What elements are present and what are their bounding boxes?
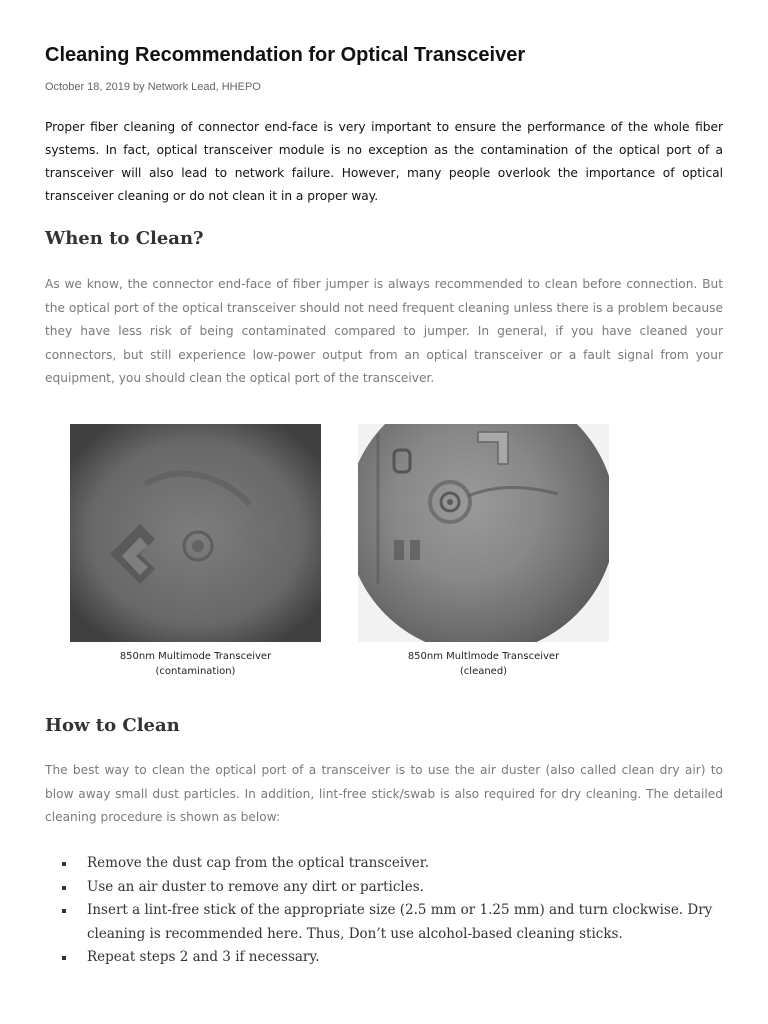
contaminated-port-image: [70, 424, 321, 642]
intro-paragraph: Proper fiber cleaning of connector end-face is very important to ensure the performance of the whole fiber systems. In fact, optical transceiver module is no exception as the contamination of the optical port of a transceiver will also lead to network failure. However, many people overlook the importance of optical transceiver cleaning or do not clean it in a proper way.: [45, 120, 723, 203]
caption-line: 850nm Multlmode Transceiver: [407, 651, 560, 662]
list-item: [62, 876, 722, 900]
article-title: Cleaning Recommendation for Optical Transceiver: [45, 44, 526, 66]
cleaning-steps-list: [62, 852, 722, 970]
figure-caption-cleaned: [358, 649, 609, 679]
bullet-icon: [62, 956, 66, 960]
contaminated-port-drawing: [70, 424, 321, 642]
step-text: Insert a lint-free stick of the appropriate size (2.5 mm or 1.25 mm) and turn clockwise. Dry cleaning is recommended here. Thus, Don’t use alcohol-based cleaning sticks.: [87, 902, 713, 942]
step-text: Use an air duster to remove any dirt or particles.: [87, 878, 424, 895]
step-text: Remove the dust cap from the optical transceiver.: [87, 855, 430, 871]
bullet-icon: [62, 909, 66, 913]
caption-line: 850nm Multimode Transceiver: [119, 651, 272, 662]
bullet-icon: [62, 886, 66, 890]
list-item: [62, 946, 722, 970]
step-text: Repeat steps 2 and 3 if necessary.: [87, 949, 320, 965]
bullet-icon: [62, 862, 66, 866]
article-meta: October 18, 2019 by Network Lead, HHEPO: [45, 81, 261, 93]
caption-line: (cleaned): [459, 666, 508, 677]
when-heading: When to Clean?: [45, 228, 204, 249]
cleaned-port-drawing: [358, 424, 609, 642]
list-item: [62, 852, 722, 876]
how-paragraph: The best way to clean the optical port of a transceiver is to use the air duster (also called clean dry air) to blow away small dust particles. In addition, lint-free stick/swab is also required for dry cleaning. The detailed cleaning procedure is shown as below:: [45, 763, 723, 824]
how-heading: How to Clean: [45, 715, 180, 736]
caption-line: (contamination): [155, 666, 236, 677]
figure-caption-contamination: [70, 649, 321, 679]
when-paragraph: As we know, the connector end-face of fiber jumper is always recommended to clean before connection. But the optical port of the optical transceiver should not need frequent cleaning unless there is a problem because they have less risk of being contaminated compared to jumper. In general, if you have cleaned your connectors, but still experience low-power output from an optical transceiver or a fault signal from your equipment, you should clean the optical port of the transceiver.: [45, 277, 723, 385]
cleaned-port-image: [358, 424, 609, 642]
list-item: [62, 899, 722, 946]
